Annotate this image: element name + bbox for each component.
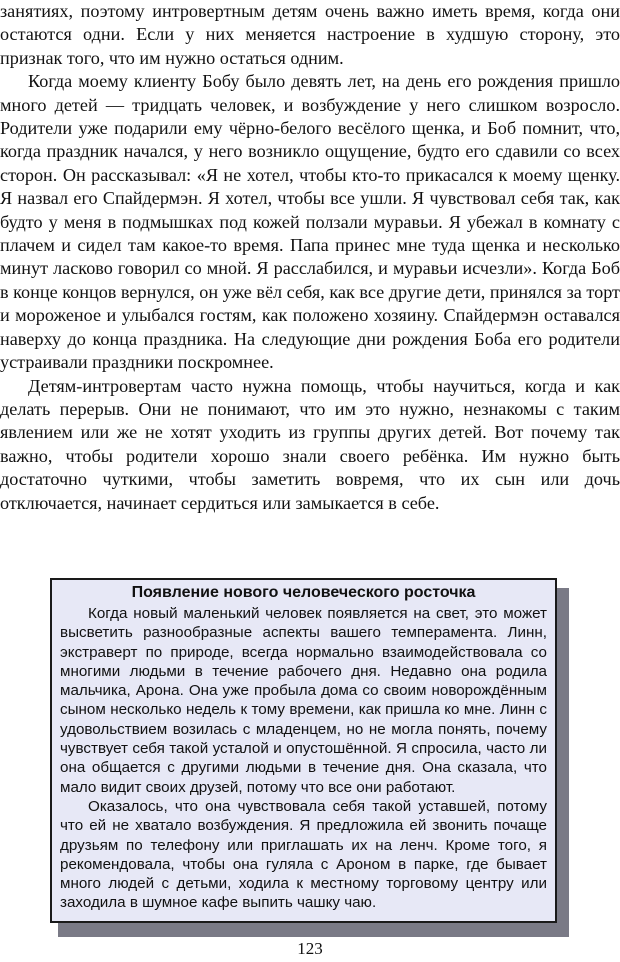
paragraph: Детям-интровертам часто нужна помощь, чтобы научиться, когда и как делать перерыв. Они не понимают, что им это нужно, незнакомы с таким явлением или же не хотят уходить из группы других детей. Вот почему так важно, чтобы родители хорошо знали своего ребёнка. Им нужно быть достаточно чуткими, чтобы заметить вовремя, что их сын или дочь отключается, начинает сердиться или замыкается в себе. bbox=[0, 375, 620, 513]
sidebar-paragraph: Когда новый маленький человек появляется на свет, это может высветить разнообразные аспекты вашего темперамента. Линн, экстраверт по природе, всегда нормально взаимодействовала со многими людьми в течение рабочего дня. Недавно она родила мальчика, Арона. Она уже пробыла дома со своим новорождённым сыном несколько недель к тому времени, как пришла ко мне. Линн с удовольствием возилась с младенцем, но не могла понять, почему чувствует себя такой усталой и опустошённой. Я спросила, часто ли она общается с другими людьми в течение дня. Она сказала, что мало видит своих друзей, потому что все они работают. bbox=[60, 605, 547, 796]
sidebar-paragraph: Оказалось, что она чувствовала себя такой уставшей, потому что ей не хватало возбуждения. Я предложила ей звонить почаще друзьям по телефону или приглашать их на ленч. Кроме того, я рекомендовала, чтобы она гуляла с Ароном в парке, где бывает много людей с детьми, ходила к местному торговому центру или заходила в шумное кафе выпить чашку чаю. bbox=[60, 797, 547, 912]
paragraph: Когда моему клиенту Бобу было девять лет, на день его рождения пришло много детей — тридцать человек, и возбуждение у него слишком возросло. Родители уже подарили ему чёрно-белого весёлого щенка, и Боб помнит, что, когда праздник начался, у него возникло ощущение, будто его сдавили со всех сторон. Он рассказывал: «Я не хотел, чтобы кто-то прикасался к моему щенку. Я назвал его Спайдермэн. Я хотел, чтобы все ушли. Я чувствовал себя так, как будто у меня в подмышках под кожей ползали муравьи. Я убежал в комнату с плачем и сидел там какое-то время. Папа принес мне туда щенка и несколько минут ласково говорил со мной. Я расслабился, и муравьи исчезли». Когда Боб в конце концов вернулся, он уже вёл себя, как все другие дети, принялся за торт и мороженое и улыбался гостям, как положено хозяину. Спайдермэн оставался наверху до конца праздника. На следующие дни рождения Боба его родители устраивали праздники поскромнее. bbox=[0, 71, 620, 373]
sidebar-box bbox=[50, 578, 557, 923]
paragraph: занятиях, поэтому интровертным детям очень важно иметь время, когда они остаются одни. Если у них меняется настроение в худшую сторону, это признак того, что им нужно остаться одним. bbox=[0, 1, 620, 68]
page-number: 123 bbox=[297, 939, 323, 958]
sidebar-title: Появление нового человеческого росточка bbox=[131, 584, 476, 601]
